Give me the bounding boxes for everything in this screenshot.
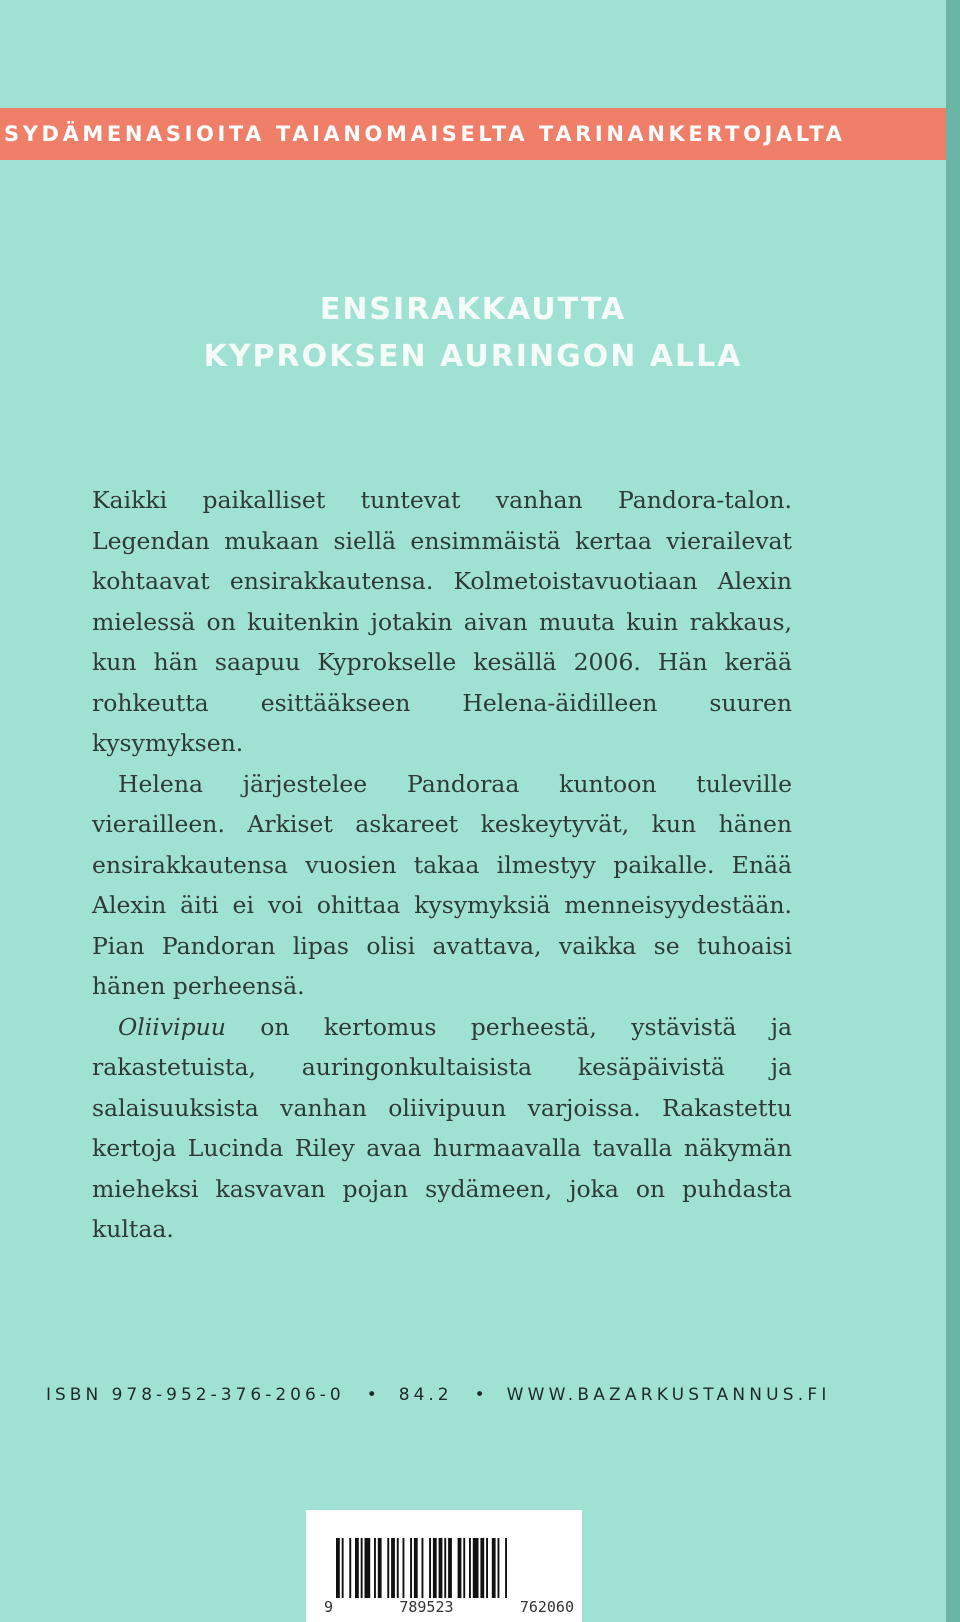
barcode-digits-left: 789523: [399, 1598, 454, 1616]
headline-line-1: ENSIRAKKAUTTA: [319, 292, 627, 327]
book-title: Oliivipuu: [118, 1012, 226, 1041]
barcode-bar: [492, 1538, 496, 1598]
blurb-paragraph-2: Helena järjestelee Pandoraa kuntoon tuleville vierailleen. Arkiset askareet keskeytyvät, kun hänen ensirakkautensa vuosien takaa ilmestyy paikalle. Enää Alexin äiti ei voi ohittaa kysymyksiä menneisyydestään. Pian Pandoran lipas olisi avattava, vaikka se tuhoaisi hänen perheensä.: [92, 769, 792, 1000]
barcode-bar: [458, 1538, 462, 1598]
barcode-digits: [324, 1598, 574, 1616]
barcode-bar: [448, 1538, 452, 1598]
barcode-bar: [505, 1538, 507, 1598]
barcode-bar: [403, 1538, 405, 1598]
barcode-bar: [355, 1538, 359, 1598]
publisher-website[interactable]: WWW.BAZARKUSTANNUS.FI: [506, 1385, 831, 1405]
barcode-bar: [469, 1538, 471, 1598]
separator-dot: •: [366, 1385, 377, 1405]
blurb-paragraph-3: [92, 1007, 792, 1250]
book-edge: [946, 0, 960, 1622]
barcode-bar: [365, 1538, 371, 1598]
barcode-bar: [378, 1538, 382, 1598]
separator-dot: •: [474, 1385, 485, 1405]
publication-info: [46, 1385, 831, 1405]
barcode-bar: [342, 1538, 344, 1598]
barcode-bar: [349, 1538, 351, 1598]
barcode-bar: [361, 1538, 363, 1598]
barcode-digits-right: 762060: [519, 1598, 574, 1616]
tagline-banner: [0, 108, 946, 160]
barcode-bar: [391, 1538, 395, 1598]
tagline-text: SYDÄMENASIOITA TAIANOMAISELTA TARINANKERTOJALTA: [4, 122, 846, 146]
barcode-bar: [473, 1538, 479, 1598]
isbn: ISBN 978-952-376-206-0: [46, 1385, 345, 1405]
barcode-bar: [336, 1538, 340, 1598]
barcode-bar: [429, 1538, 431, 1598]
barcode-bar: [480, 1538, 484, 1598]
barcode-bar: [387, 1538, 389, 1598]
barcode-digit-first: 9: [324, 1598, 334, 1616]
barcode-bar: [414, 1538, 418, 1598]
blurb-paragraph-3-text: on kertomus perheestä, ystävistä ja rakastetuista, auringonkultaisista kesäpäivistä ja salaisuuksista vanhan oliivipuun varjoissa. Rakastettu kertoja Lucinda Riley avaa hurmaavalla tavalla näkymän mieheksi kasvavan pojan sydämeen, joka on puhdasta kultaa.: [92, 1012, 792, 1243]
barcode-bar: [463, 1538, 465, 1598]
blurb: [92, 480, 792, 1250]
barcode-bar: [397, 1538, 399, 1598]
classification-code: 84.2: [398, 1385, 453, 1405]
barcode-bar: [498, 1538, 500, 1598]
barcode-bar: [444, 1538, 446, 1598]
barcode-bar: [439, 1538, 443, 1598]
barcode-bar: [410, 1538, 412, 1598]
blurb-paragraph-1: Kaikki paikalliset tuntevat vanhan Pandora-talon. Legendan mukaan siellä ensimmäistä kertaa vierailevat kohtaavat ensirakkautensa. Kolmetoistavuotiaan Alexin mielessä on kuitenkin jotakin aivan muuta kuin rakkaus, kun hän saapuu Kyprokselle kesällä 2006. Hän kerää rohkeutta esittääkseen Helena-äidilleen suuren kysymyksen.: [92, 486, 792, 757]
barcode-bar: [422, 1538, 424, 1598]
barcode-bar: [486, 1538, 488, 1598]
headline-line-2: KYPROKSEN AURINGON ALLA: [203, 339, 743, 374]
barcode: [306, 1510, 582, 1622]
barcode-bar: [433, 1538, 437, 1598]
barcode-bars: [336, 1538, 552, 1598]
barcode-bar: [374, 1538, 376, 1598]
